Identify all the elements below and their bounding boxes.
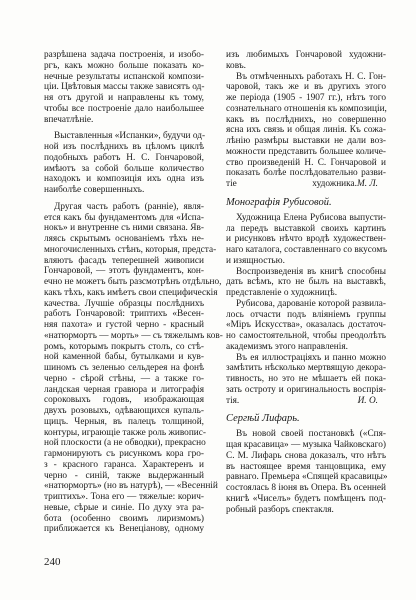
author-signature: И. О.: [357, 395, 378, 406]
text-line: книгѣ «Чиселъ» будетъ помѣщенъ под-: [226, 493, 386, 504]
text-line: триптихъ». Тона его — тяжелые: корич-: [44, 492, 204, 502]
text-line: Рубисова, дарованіе которой развила-: [236, 298, 386, 309]
text-line: з - красного гаранса. Характеренъ и: [44, 459, 204, 470]
text-line: изъ любимыхъ Гончаровой художни-: [226, 50, 386, 60]
section-heading: Монографія Рубисовой.: [226, 196, 332, 208]
text-line: Воспроизведенія въ книгѣ способны: [236, 266, 386, 277]
text-line: имѣютъ за собой больше количество: [44, 163, 204, 174]
text-line: нокъ» и внутренне съ ними связана. Яв-: [44, 223, 204, 234]
text-line: тія.: [226, 395, 240, 406]
text-line: ной плоскости (а не обводки), прекрасно: [44, 438, 206, 449]
text-line: ной изъ послѣднихъ въ цѣломъ циклѣ: [44, 142, 204, 152]
text-line: дать всѣмъ, кто не былъ на выставкѣ,: [226, 277, 386, 288]
text-line: впечатлѣніе.: [44, 114, 94, 125]
text-line: нечные результаты испанской компози-: [44, 71, 204, 82]
text-line: тивность, но это не мѣшаетъ ей пока-: [226, 374, 386, 384]
text-line: ляясь скрытымъ основаніемъ тѣхъ не-: [44, 234, 204, 244]
text-line: бота (особенно своимъ лиризмомъ): [44, 513, 204, 524]
text-line: замѣтить нѣсколько мертвящую декора-: [226, 363, 386, 374]
text-line: чтобы все построеніе дало наибольшее: [44, 103, 204, 114]
text-line: приближается къ Венеціанову, одному: [44, 524, 204, 535]
text-line: Въ отмѣченныхъ работахъ Н. С. Гон-: [236, 71, 386, 82]
text-line: няя пахота» и густой черно - красный: [44, 320, 204, 330]
text-line: Гончаровой, — этотъ фундаментъ, кон-: [44, 266, 204, 277]
page-number: 240: [44, 556, 61, 568]
text-line: и рисунковъ нѣчто вродѣ художествен-: [226, 234, 386, 245]
text-line: равнаго. Премьера «Спящей красавицы»: [226, 472, 388, 483]
text-line: гармонируютъ съ рисункомъ кора гро-: [44, 449, 204, 459]
text-line: состоялась 8 іюня въ Опера. Въ осенней: [226, 483, 386, 493]
text-line: робный разборъ спектакля.: [226, 504, 334, 515]
text-line: сознательнаго отношенія къ композиціи,: [226, 103, 387, 114]
text-line: подобныхъ работъ Н. С. Гончаровой,: [44, 152, 204, 163]
text-line: «натюрмортъ — морть» — съ тяжелымъ ков-: [44, 330, 223, 341]
text-line: разрѣшена задача построенія, и изобо-: [44, 50, 204, 60]
text-line: сороковыхъ годовъ, изображающая: [44, 395, 204, 406]
text-line: «Міръ Искусства», оказалась достаточ-: [226, 320, 386, 331]
left-column: [44, 50, 223, 535]
text-line: можности представить большее количе-: [226, 146, 386, 157]
text-line-with-signature: [226, 179, 386, 190]
text-line: ковъ.: [226, 60, 246, 71]
text-line: тіе художника.: [226, 179, 357, 189]
text-line: наго каталога, составленнаго со вкусомъ: [226, 245, 388, 255]
text-line: щая красавица» — музыка Чайковскаго): [226, 440, 387, 450]
text-line: ется какъ бы фундаментомъ для «Испа-: [44, 212, 204, 223]
text-line: ечно не можетъ быть разсмотрѣнъ отдѣльно,: [44, 277, 222, 287]
text-line: находокъ и композиція ихъ одна изъ: [44, 174, 204, 185]
text-line: двухъ розовыхъ, одѣвающихся купаль-: [44, 406, 204, 416]
text-line-with-signature: [226, 396, 386, 407]
section-heading: Сергѣй Лифарь.: [226, 413, 300, 425]
text-line: ясна ихъ связь и общая линія. Къ сожа-: [226, 125, 386, 136]
author-signature: М. Л.: [356, 179, 378, 189]
text-line: но самостоятельной, чтобы преодолѣть: [226, 331, 386, 341]
right-column: [226, 50, 386, 515]
text-line: чаровой, такъ же и въ другихъ этого: [226, 82, 386, 93]
text-line: зать остроту и оригинальность воспрія-: [226, 384, 386, 395]
text-line: невые, сѣрые и синіе. По духу эта ра-: [44, 502, 204, 513]
text-line: ландская черная гравюра и литографія: [44, 384, 204, 395]
text-line: шиномъ съ зеленью сельдерея на фонѣ: [44, 363, 204, 373]
text-line: многочисленныхъ стѣнъ, которыя, предста-: [44, 244, 217, 255]
text-line: контуры, играющіе также роль живопис-: [44, 427, 206, 438]
text-line: какъ тѣхъ, какъ имѣетъ свои специфическія: [44, 287, 218, 298]
text-line: ргъ, какъ можно больше показать ко-: [44, 60, 204, 71]
text-line: Выставленныя «Испанки», будучи од-: [54, 131, 206, 142]
text-line: лѣнію размѣры выставки не дали воз-: [226, 136, 386, 146]
text-line: Въ новой своей постановкѣ («Спя-: [236, 429, 386, 440]
text-line: и изящностью.: [226, 255, 285, 266]
text-line: Художница Елена Рубисова выпусти-: [236, 212, 386, 223]
text-line: представленіе о художницѣ.: [226, 288, 338, 298]
text-line: С. М. Лифарь снова доказалъ, что нѣтъ: [226, 450, 386, 461]
text-line: наиболѣе совершенныхъ.: [44, 185, 145, 195]
text-line: Въ ея иллюстраціяхъ и панно можно: [236, 352, 386, 363]
text-line: же періода (1905 - 1907 гг.), нѣтъ того: [226, 93, 386, 103]
text-line: показать болѣе послѣдовательно разви-: [226, 168, 386, 179]
text-line: черно - синій, также выдержанный: [44, 470, 204, 481]
text-line: какъ въ послѣднихъ, но совершенно: [226, 114, 386, 125]
text-line: лось отчасти подъ вліяніемъ группы: [226, 309, 386, 320]
text-line: ла передъ выставкой своихъ картинъ: [226, 223, 386, 234]
text-line: ня отъ другой и направлены къ тому,: [44, 93, 204, 103]
text-line: «натюрмортъ» (но въ натурѣ), — «Весенній: [44, 481, 218, 492]
text-line: ціи. Цвѣтовыя массы также зависятъ од-: [44, 82, 205, 93]
text-line: Другая часть работъ (ранніе), явля-: [54, 201, 204, 212]
text-line: въ настоящее время танцовщика, ему: [226, 461, 386, 472]
text-line: ной каменной бабы, бутылками и кув-: [44, 352, 204, 363]
text-line: щицъ. Черныя, въ палецъ толщиной,: [44, 416, 204, 427]
text-line: черно - сѣрой стѣны, — а также го-: [44, 373, 204, 384]
text-line: ство произведеній Н. С. Гончаровой и: [226, 157, 386, 168]
text-line: качества. Лучшіе образцы послѣднихъ: [44, 298, 204, 309]
text-line: вляютъ фасадъ теперешней живописи: [44, 255, 204, 266]
text-line: работъ Гончаровой: триптихъ «Весен-: [44, 309, 204, 320]
text-line: академизмъ этого направленія.: [226, 341, 348, 352]
text-line: ромъ, которымъ покрытъ столъ, со стѣ-: [44, 341, 204, 352]
